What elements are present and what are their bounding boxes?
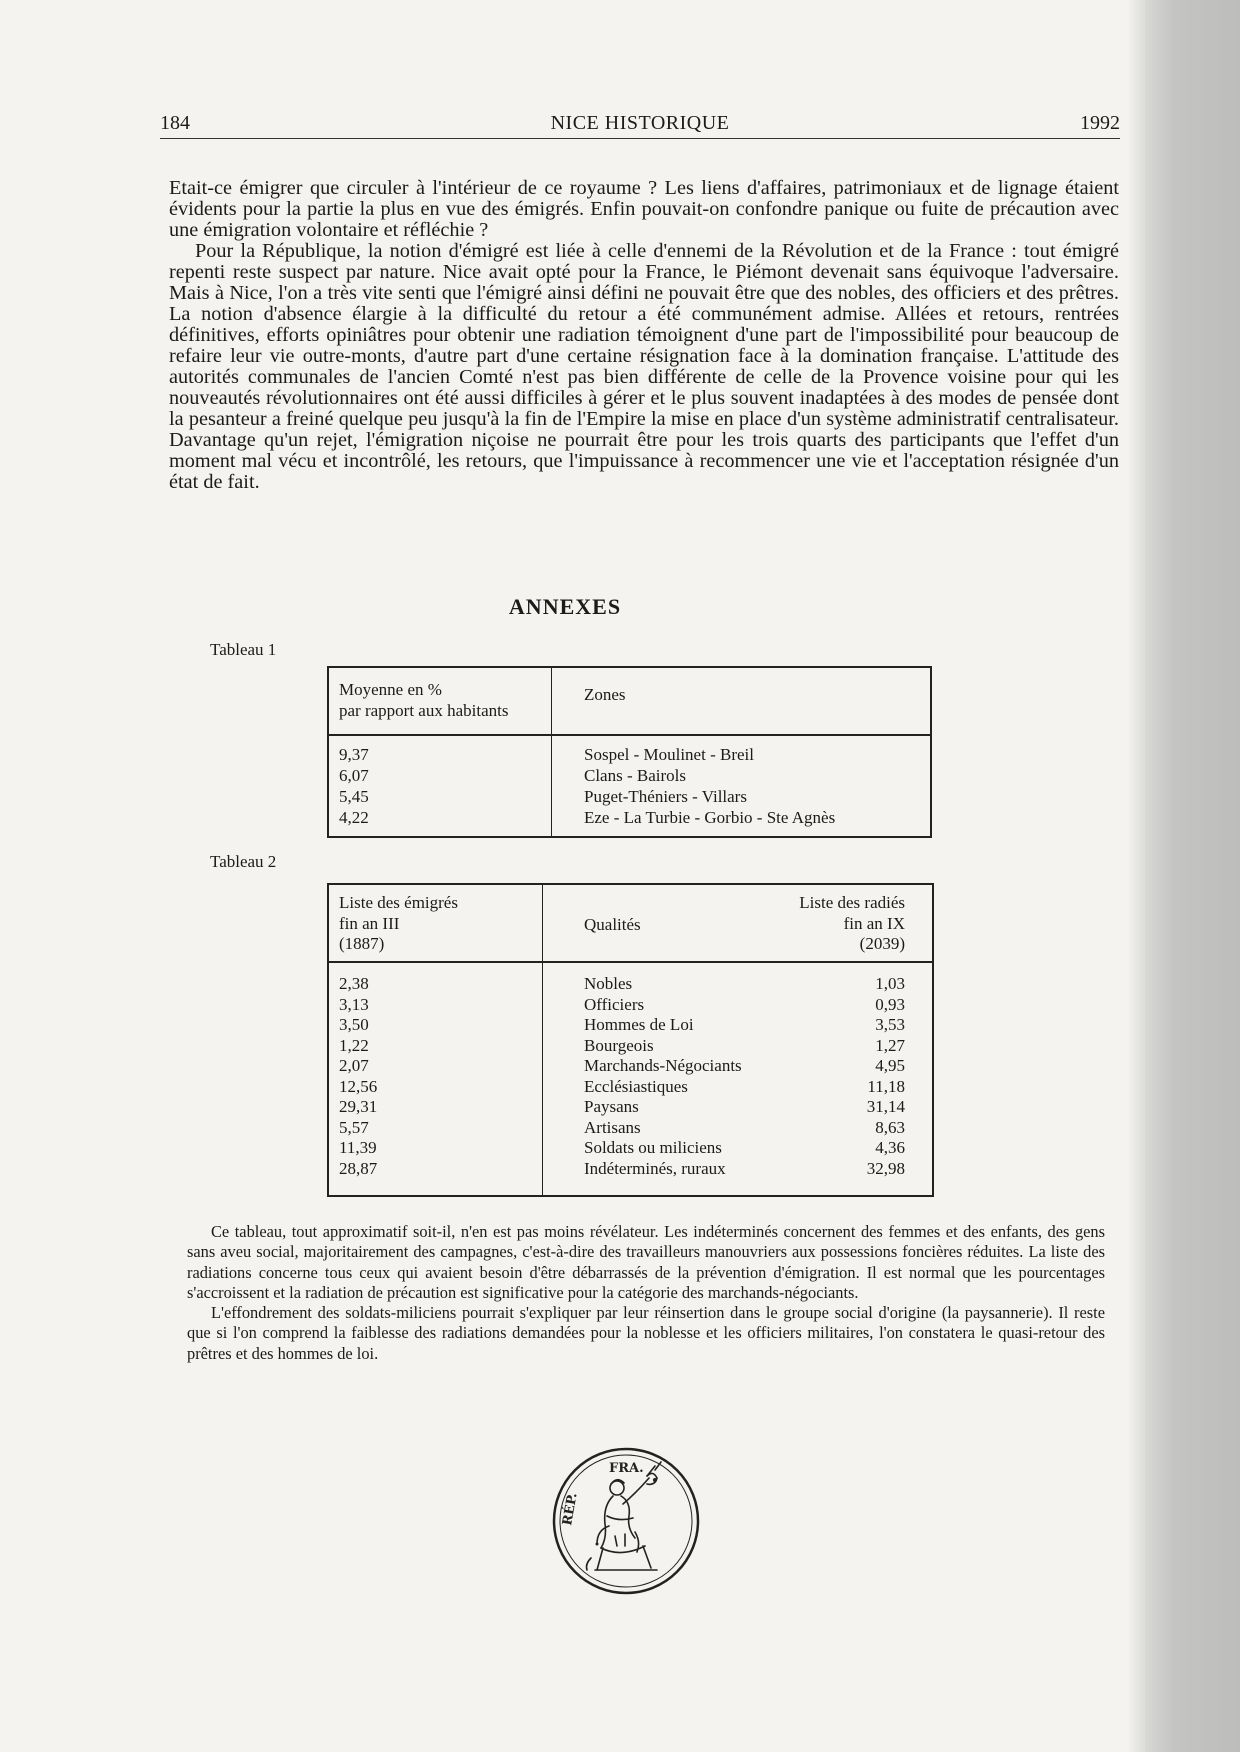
table-cell: Soldats ou miliciens xyxy=(584,1138,722,1157)
header-divider xyxy=(329,734,930,736)
header-line: Liste des radiés xyxy=(799,893,905,912)
column-qualites xyxy=(584,974,742,1179)
journal-title: NICE HISTORIQUE xyxy=(550,112,730,134)
column-divider xyxy=(542,885,543,1195)
table-cell: Ecclésiastiques xyxy=(584,1076,688,1096)
table-cell: 1,03 xyxy=(875,974,905,993)
table-cell: 5,57 xyxy=(339,1117,369,1137)
column-header-zones: Zones xyxy=(584,685,626,704)
table-cell: Hommes de Loi xyxy=(584,1015,694,1034)
publication-year: 1992 xyxy=(1080,112,1120,134)
tableau-2-label: Tableau 2 xyxy=(210,852,277,871)
seal-text-top: FRA. xyxy=(609,1461,644,1476)
table-cell: 4,22 xyxy=(339,808,369,827)
table-cell: 0,93 xyxy=(875,994,905,1014)
table-cell: 11,39 xyxy=(339,1138,377,1157)
table-cell: 11,18 xyxy=(867,1076,905,1096)
seal-text-left: RÉP. xyxy=(560,1491,581,1527)
table-cell: 3,50 xyxy=(339,1015,369,1034)
page-gutter-edge xyxy=(1127,0,1145,1752)
column-emigres xyxy=(339,974,377,1179)
table-cell: Marchands-Négociants xyxy=(584,1056,742,1075)
table-cell: 1,27 xyxy=(875,1035,905,1055)
body-text xyxy=(169,178,1119,493)
table-cell: 5,45 xyxy=(339,787,369,806)
commentary-paragraph: L'effondrement des soldats-miliciens pourrait s'expliquer par leur réinsertion dans le groupe social d'origine (la paysannerie). Il reste que si l'on comprend la faiblesse des radiations demandées pour la noblesse et les officiers militaires, l'on constatera le quasi-retour des prêtres et des hommes de loi. xyxy=(187,1303,1105,1363)
table-commentary xyxy=(187,1222,1105,1364)
paragraph: Etait-ce émigrer que circuler à l'intérieur de ce royaume ? Les liens d'affaires, patrimoniaux et de lignage étaient évidents pour la partie la plus en vue des émigrés. Enfin pouvait-on confondre panique ou fuite de précaution avec une émigration volontaire et réfléchie ? xyxy=(169,177,1119,241)
table-cell: 4,95 xyxy=(875,1056,905,1075)
tableau-1-label: Tableau 1 xyxy=(210,640,277,659)
header-line: (1887) xyxy=(339,934,385,953)
header-line: (2039) xyxy=(859,934,905,953)
tableau-2 xyxy=(327,883,934,1197)
column-header-emigres xyxy=(339,893,458,955)
table-cell: Puget-Théniers - Villars xyxy=(584,787,747,806)
column-radies xyxy=(867,974,905,1179)
table-cell: Officiers xyxy=(584,994,645,1014)
header-line: fin an III xyxy=(339,913,400,933)
column-zones xyxy=(584,745,835,829)
running-head xyxy=(160,112,1120,139)
table-cell: Eze - La Turbie - Gorbio - Ste Agnès xyxy=(584,808,836,827)
table-cell: Sospel - Moulinet - Breil xyxy=(584,745,754,764)
table-cell: Paysans xyxy=(584,1097,639,1116)
column-divider xyxy=(551,668,552,836)
table-cell: 1,22 xyxy=(339,1035,369,1055)
republic-seal-icon xyxy=(551,1446,701,1596)
table-cell: 3,53 xyxy=(875,1015,905,1034)
table-cell: Bourgeois xyxy=(584,1035,654,1055)
header-line: par rapport aux habitants xyxy=(339,701,509,720)
annexes-heading: ANNEXES xyxy=(508,594,622,619)
table-cell: Artisans xyxy=(584,1117,641,1137)
header-divider xyxy=(329,961,932,963)
column-header-moyenne xyxy=(339,680,508,722)
table-cell: 8,63 xyxy=(875,1117,905,1137)
table-cell: 29,31 xyxy=(339,1097,378,1116)
page-gutter-shadow xyxy=(1145,0,1240,1752)
table-cell: Indéterminés, ruraux xyxy=(584,1158,726,1178)
table-cell: 2,38 xyxy=(339,974,369,993)
column-values xyxy=(339,745,369,829)
table-cell: 31,14 xyxy=(866,1097,905,1116)
header-line: Moyenne en % xyxy=(339,680,442,699)
table-cell: 6,07 xyxy=(339,766,369,785)
table-cell: 3,13 xyxy=(339,994,369,1014)
commentary-paragraph: Ce tableau, tout approximatif soit-il, n'en est pas moins révélateur. Les indéterminés concernent des femmes et des enfants, des gens sans aveu social, majoritairement des campagnes, c'est-à-dire des travailleurs manouvriers aux possessions foncières réduites. La liste des radiations concerne tous ceux qui avaient besoin d'être débarrassés de la prévention d'émigration. Il est normal que les pourcentages s'accroissent et la radiation de précaution est significative pour la catégorie des marchands-négociants. xyxy=(187,1222,1105,1302)
header-line: Liste des émigrés xyxy=(339,893,458,912)
column-header-qualites: Qualités xyxy=(584,915,641,934)
table-cell: 28,87 xyxy=(339,1158,378,1178)
header-line: fin an IX xyxy=(843,913,905,933)
paragraph: Pour la République, la notion d'émigré est liée à celle d'ennemi de la Révolution et de la France : tout émigré repenti reste suspect par nature. Nice avait opté pour la France, le Piémont devenait sans équivoque l'adversaire. Mais à Nice, l'on a très vite senti que l'émigré ainsi défini ne pouvait être que des nobles, des officiers et des prêtres. La notion d'absence élargie à la difficulté du retour a été communément admise. Allées et retours, rentrées définitives, efforts opiniâtres pour obtenir une radiation témoignent d'une part de l'impossibilité pour beaucoup de refaire leur vie outre-monts, d'autre part d'une certaine résignation face à la domination française. L'attitude des autorités communales de l'ancien Comté n'est pas bien différente de celle de la Provence voisine pour qui les nouveautés révolutionnaires ont été aussi difficiles à gérer et le plus souvent inadaptées à des modes de pensée dont la pesanteur a freiné quelque peu jusqu'à la fin de l'Empire la mise en place d'un système administratif centralisateur. Davantage qu'un rejet, l'émigration niçoise ne pourrait être pour les trois quarts des participants que l'effet d'un moment mal vécu et incontrôlé, les retours, que l'impuissance à recommencer une vie et l'acceptation résignée d'un état de fait. xyxy=(169,240,1119,493)
table-cell: 4,36 xyxy=(875,1138,905,1157)
tableau-1 xyxy=(327,666,932,838)
page-number: 184 xyxy=(160,112,190,134)
table-cell: 2,07 xyxy=(339,1056,369,1075)
column-header-radies xyxy=(799,893,905,955)
table-cell: Clans - Bairols xyxy=(584,766,686,785)
table-cell: 12,56 xyxy=(339,1076,378,1096)
table-cell: 32,98 xyxy=(866,1158,905,1178)
table-cell: 9,37 xyxy=(339,745,369,764)
table-cell: Nobles xyxy=(584,974,633,993)
